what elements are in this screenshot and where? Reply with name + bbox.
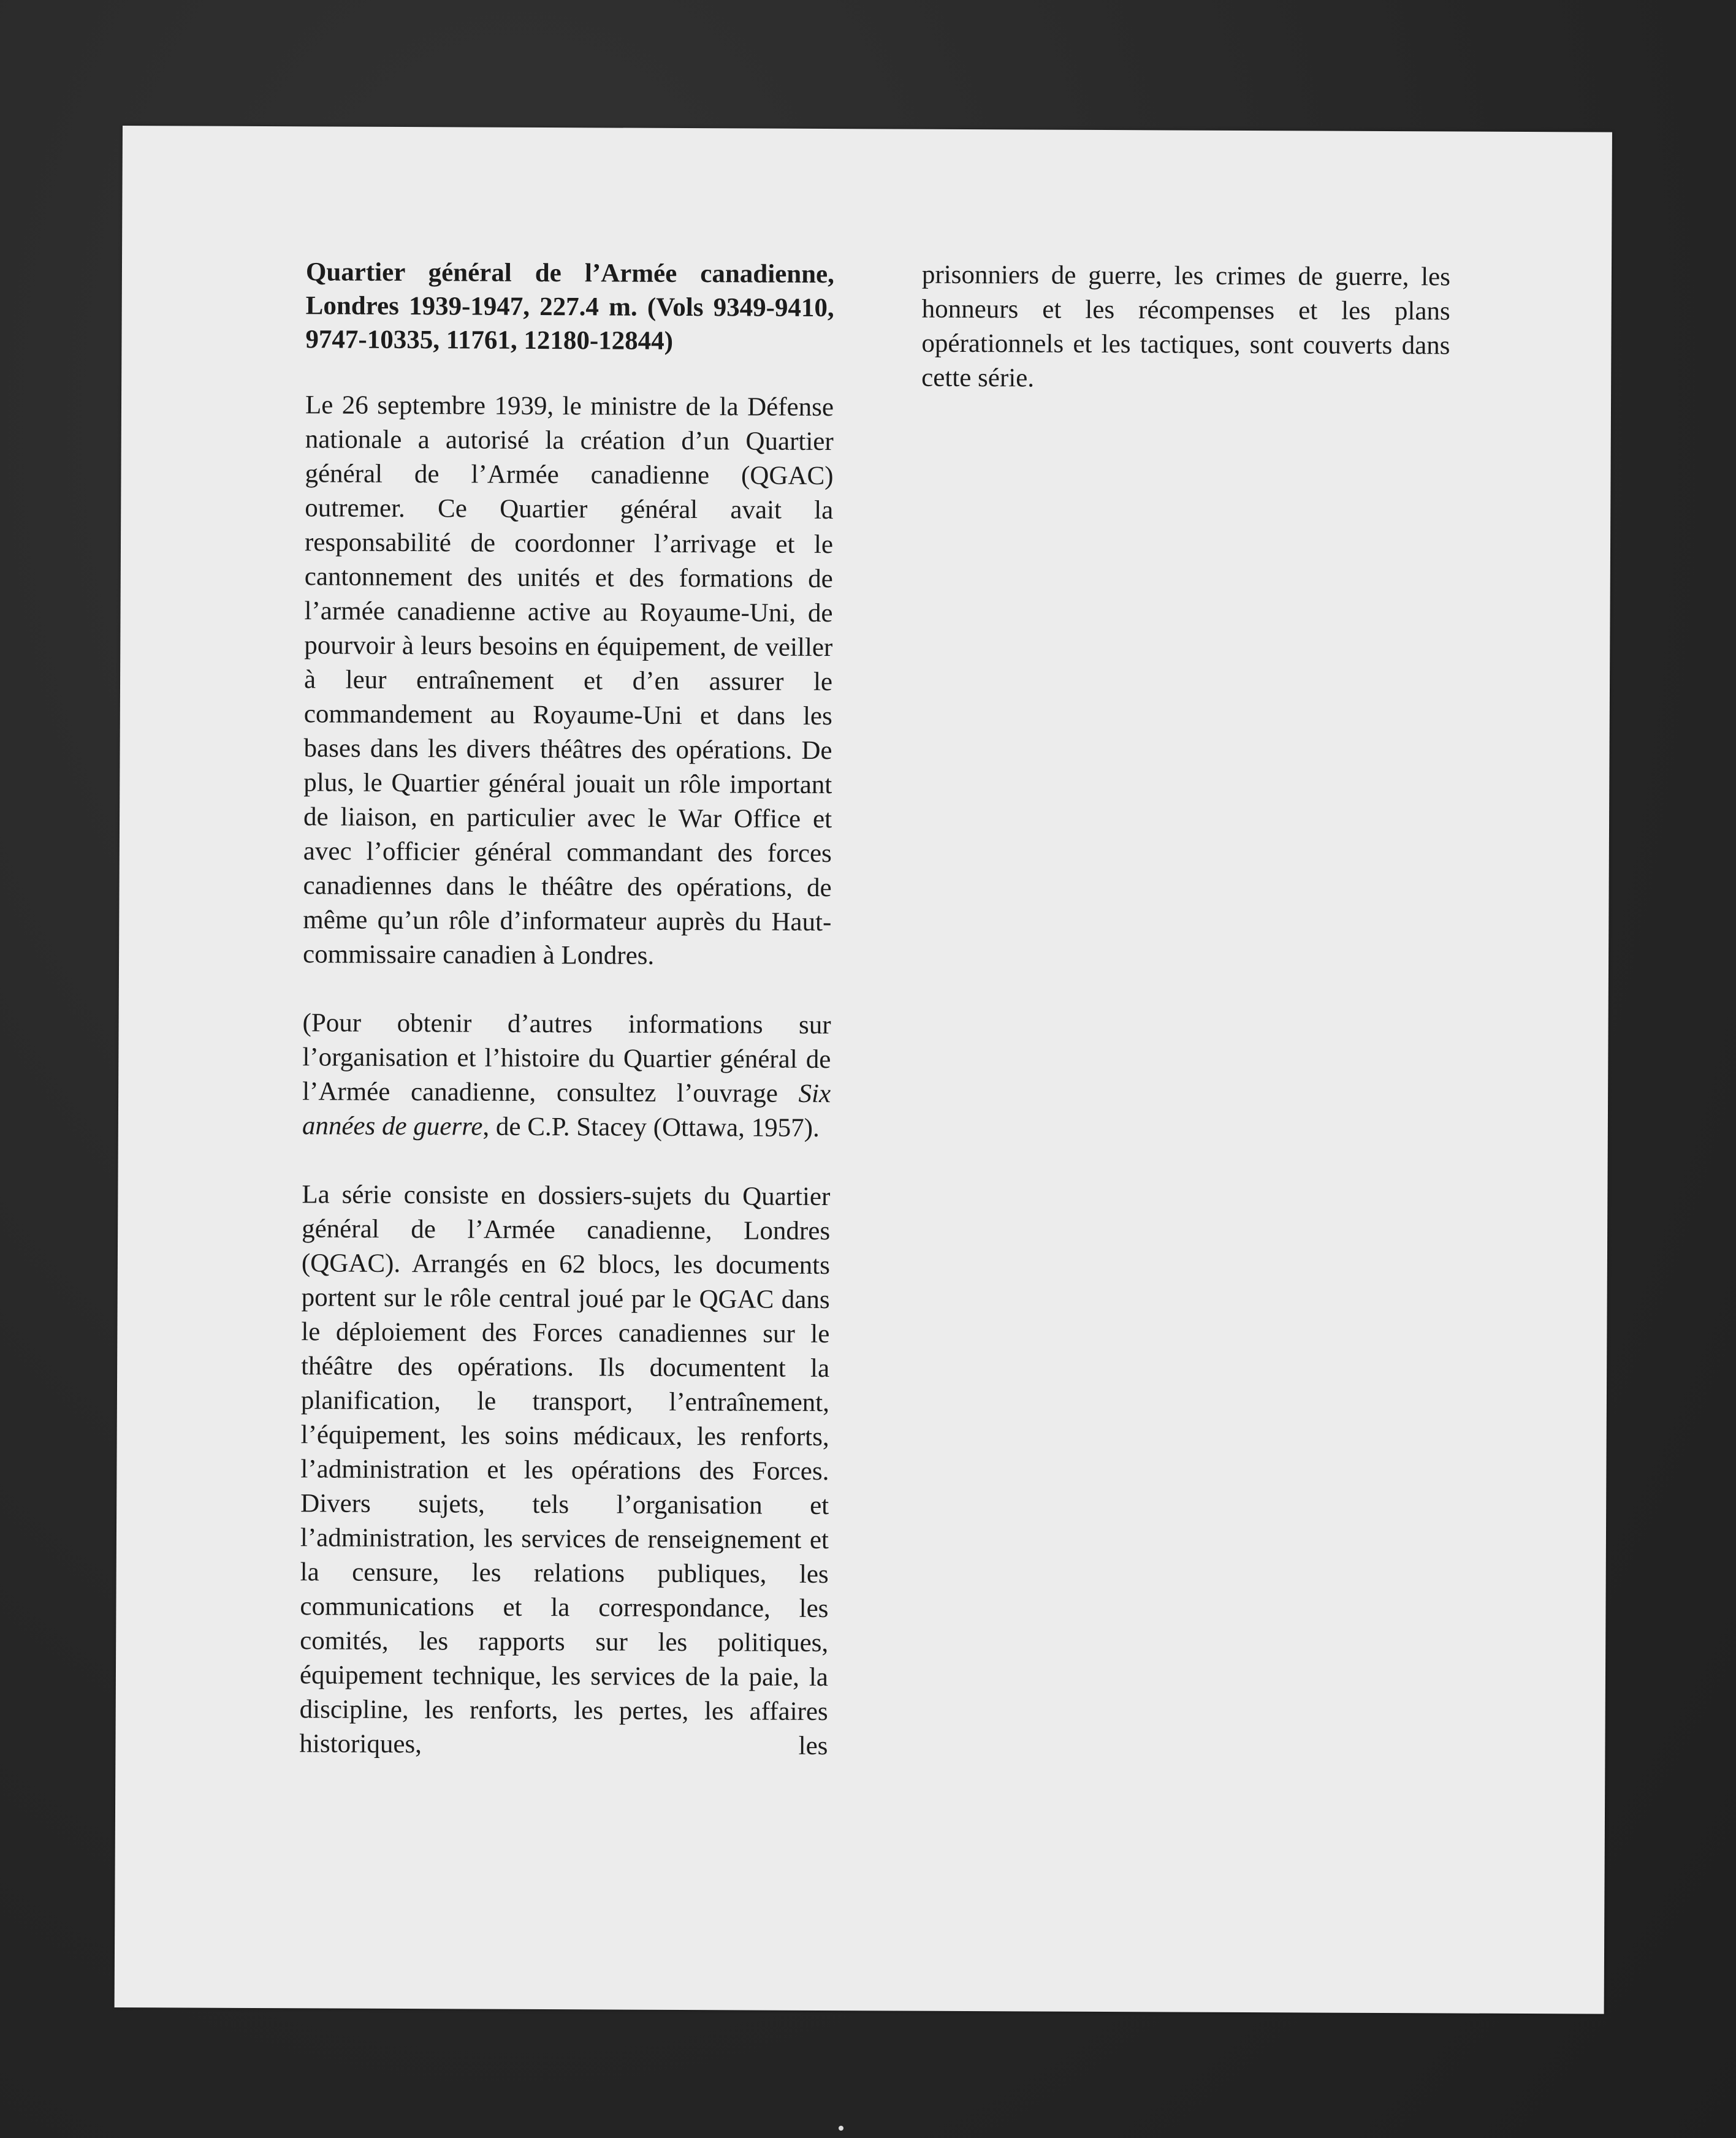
reference-text-after: , de C.P. Stacey (Ottawa, 1957). xyxy=(482,1112,820,1143)
right-column xyxy=(921,258,1450,398)
reference-text-before: (Pour obtenir d’autres informations sur l’organisation et l’histoire du Quartier général de l’Armée canadienne, consultez l’ouvrage xyxy=(302,1008,831,1108)
paragraph-reference xyxy=(302,1006,831,1146)
series-heading: Quartier général de l’Armée canadienne, Londres 1939-1947, 227.4 m. (Vols 9349-9410, 9747-10335, 11761, 12180-12844) xyxy=(305,257,835,356)
left-column xyxy=(299,255,834,1763)
paragraph-history: Le 26 septembre 1939, le ministre de la Défense nationale a autorisé la création d’un Quartier général de l’Armée canadienne (QGAC) outremer. Ce Quartier général avait la responsabilité de coordonner l’arrivage et le cantonnement des unités et des formations de l’armée canadienne active au Royaume-Uni, de pourvoir à leurs besoins en équipement, de veiller à leur entraînement et d’en assurer le commandement au Royaume-Uni et dans les bases dans les divers théâtres des opérations. De plus, le Quartier général jouait un rôle important de liaison, en particulier avec le War Office et avec l’officier général commandant des forces canadiennes dans le théâtre des opérations, de même qu’un rôle d’informateur auprès du Haut-commissaire canadien à Londres. xyxy=(303,390,834,970)
document-page xyxy=(115,126,1612,2014)
paragraph-series-description: La série consiste en dossiers-sujets du Quartier général de l’Armée canadienne, Londres (QGAC). Arrangés en 62 blocs, les documents portent sur le rôle central joué par le QGAC dans le déploiement des Forces canadiennes sur le théâtre des opérations. Ils documentent la planification, le transport, l’entraînement, l’équipement, les soins médicaux, les renforts, l’administration et les opérations des Forces. Divers sujets, tels l’organisation et l’administration, les services de renseignement et la censure, les relations publiques, les communications et la correspondance, les comités, les rapports sur les politiques, équipement technique, les services de la paie, la discipline, les renforts, les pertes, les affaires historiques, les xyxy=(299,1180,831,1761)
scan-dust-mark xyxy=(839,2126,843,2131)
book-title: Six années de guerre xyxy=(302,1079,831,1141)
paragraph-series-description-continued: prisonniers de guerre, les crimes de guerre, les honneurs et les récompenses et les plans opérationnels et les tactiques, sont couverts dans cette série. xyxy=(921,260,1451,393)
